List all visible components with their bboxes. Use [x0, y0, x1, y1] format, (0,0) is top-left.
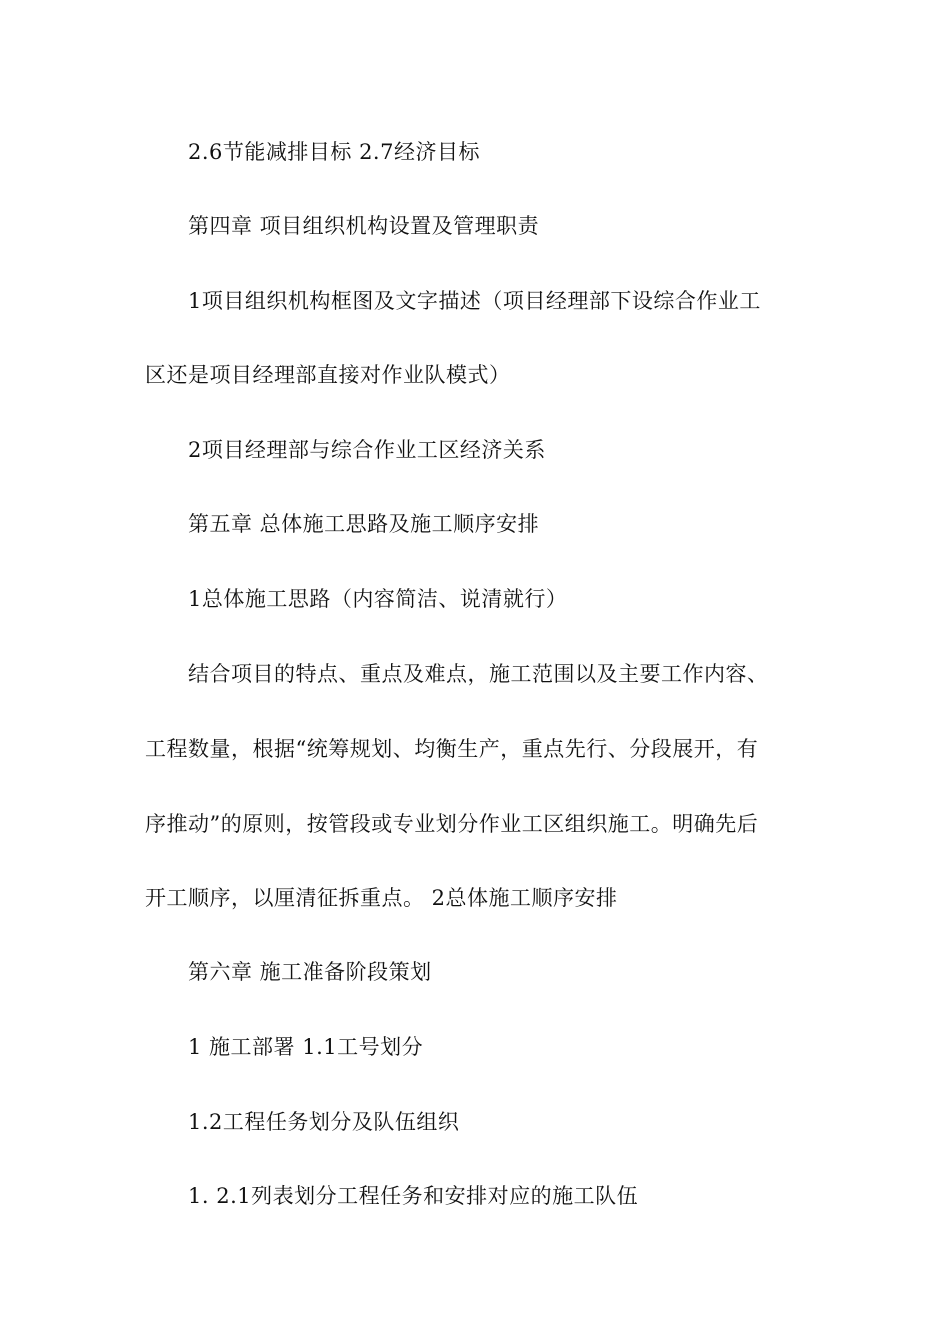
paragraph-line: 结合项目的特点、重点及难点，施工范围以及主要工作内容、 [188, 662, 769, 686]
section-heading: 1. 2.1列表划分工程任务和安排对应的施工队伍 [188, 1184, 639, 1208]
chapter-6-heading: 第六章 施工准备阶段策划 [188, 960, 432, 984]
paragraph-line: 开工顺序，以厘清征拆重点。 2总体施工顺序安排 [145, 886, 618, 910]
heading-targets-2-6-2-7: 2.6节能减排目标 2.7经济目标 [188, 140, 480, 164]
paragraph-line: 序推动”的原则，按管段或专业划分作业工区组织施工。明确先后 [145, 812, 759, 836]
paragraph-line: 2项目经理部与综合作业工区经济关系 [188, 438, 546, 462]
section-heading: 1 施工部署 1.1工号划分 [188, 1035, 424, 1059]
paragraph-line: 区还是项目经理部直接对作业队模式） [145, 363, 511, 387]
paragraph-line: 工程数量，根据“统筹规划、均衡生产，重点先行、分段展开，有 [145, 737, 759, 761]
section-heading: 1.2工程任务划分及队伍组织 [188, 1110, 460, 1134]
chapter-5-heading: 第五章 总体施工思路及施工顺序安排 [188, 512, 540, 536]
paragraph-line: 1项目组织机构框图及文字描述（项目经理部下设综合作业工 [188, 289, 761, 313]
paragraph-line: 1总体施工思路（内容简洁、说清就行） [188, 587, 568, 611]
chapter-4-heading: 第四章 项目组织机构设置及管理职责 [188, 214, 540, 238]
